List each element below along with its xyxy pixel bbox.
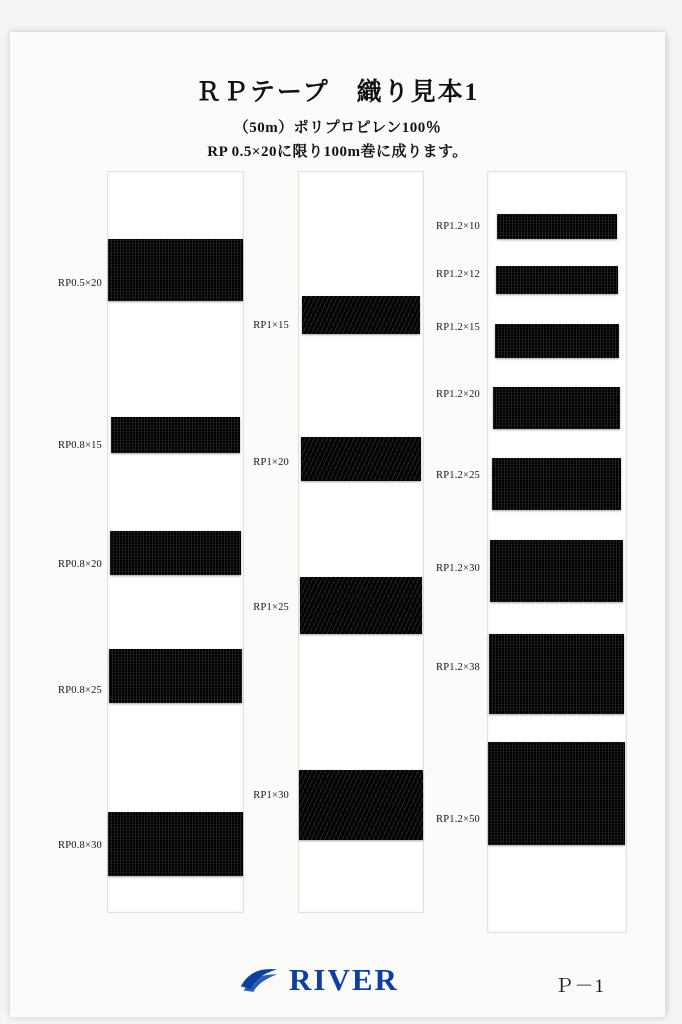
swatch-label: RP1.2×25	[436, 470, 480, 481]
tape-swatch[interactable]	[493, 387, 620, 429]
sample-card	[10, 32, 665, 1017]
swatch-label: RP1.2×30	[436, 563, 480, 574]
brand-name: RIVER	[289, 962, 399, 997]
page-number: Ｐ－1	[554, 976, 605, 997]
swatch-label: RP1×30	[253, 790, 289, 801]
swatch-column-3	[487, 171, 627, 933]
tape-swatch[interactable]	[111, 417, 240, 453]
tape-swatch[interactable]	[301, 437, 421, 481]
tape-swatch[interactable]	[302, 296, 420, 334]
swatch-label: RP1.2×50	[436, 814, 480, 825]
tape-swatch[interactable]	[497, 214, 617, 239]
swatch-label: RP1.2×38	[436, 662, 480, 673]
roll-note-line: RP 0.5×20に限り100m巻に成ります。	[207, 144, 468, 160]
brand-logo	[238, 962, 399, 998]
tape-swatch[interactable]	[496, 266, 618, 294]
tape-swatch[interactable]	[110, 531, 241, 575]
tape-swatch[interactable]	[495, 324, 619, 358]
tape-swatch[interactable]	[108, 239, 243, 301]
swatch-label: RP1×15	[253, 320, 289, 331]
swatch-label: RP1×20	[253, 457, 289, 468]
river-wave-logo-icon	[238, 965, 280, 995]
tape-swatch[interactable]	[489, 634, 624, 714]
swatch-label: RP1.2×10	[436, 221, 480, 232]
tape-swatch[interactable]	[108, 812, 243, 876]
tape-swatch[interactable]	[490, 540, 623, 602]
tape-swatch[interactable]	[488, 742, 625, 845]
swatch-label: RP1.2×15	[436, 322, 480, 333]
material-spec-line: （50m）ポリプロピレン100％	[233, 120, 442, 136]
tape-swatch[interactable]	[492, 458, 621, 510]
tape-swatch[interactable]	[109, 649, 242, 703]
card-header	[10, 78, 665, 161]
tape-swatch[interactable]	[300, 577, 422, 634]
swatch-label: RP0.8×30	[58, 840, 102, 851]
swatch-label: RP0.8×25	[58, 685, 102, 696]
swatch-column-1	[107, 171, 244, 913]
swatch-column-2	[298, 171, 424, 913]
swatch-label: RP1.2×12	[436, 269, 480, 280]
page-title: ＲＰテープ 織り見本1	[195, 79, 480, 106]
swatch-label: RP1×25	[253, 602, 289, 613]
tape-swatch[interactable]	[299, 770, 423, 840]
swatch-label: RP0.5×20	[58, 278, 102, 289]
swatch-label: RP0.8×15	[58, 440, 102, 451]
swatch-label: RP0.8×20	[58, 559, 102, 570]
swatch-label: RP1.2×20	[436, 389, 480, 400]
